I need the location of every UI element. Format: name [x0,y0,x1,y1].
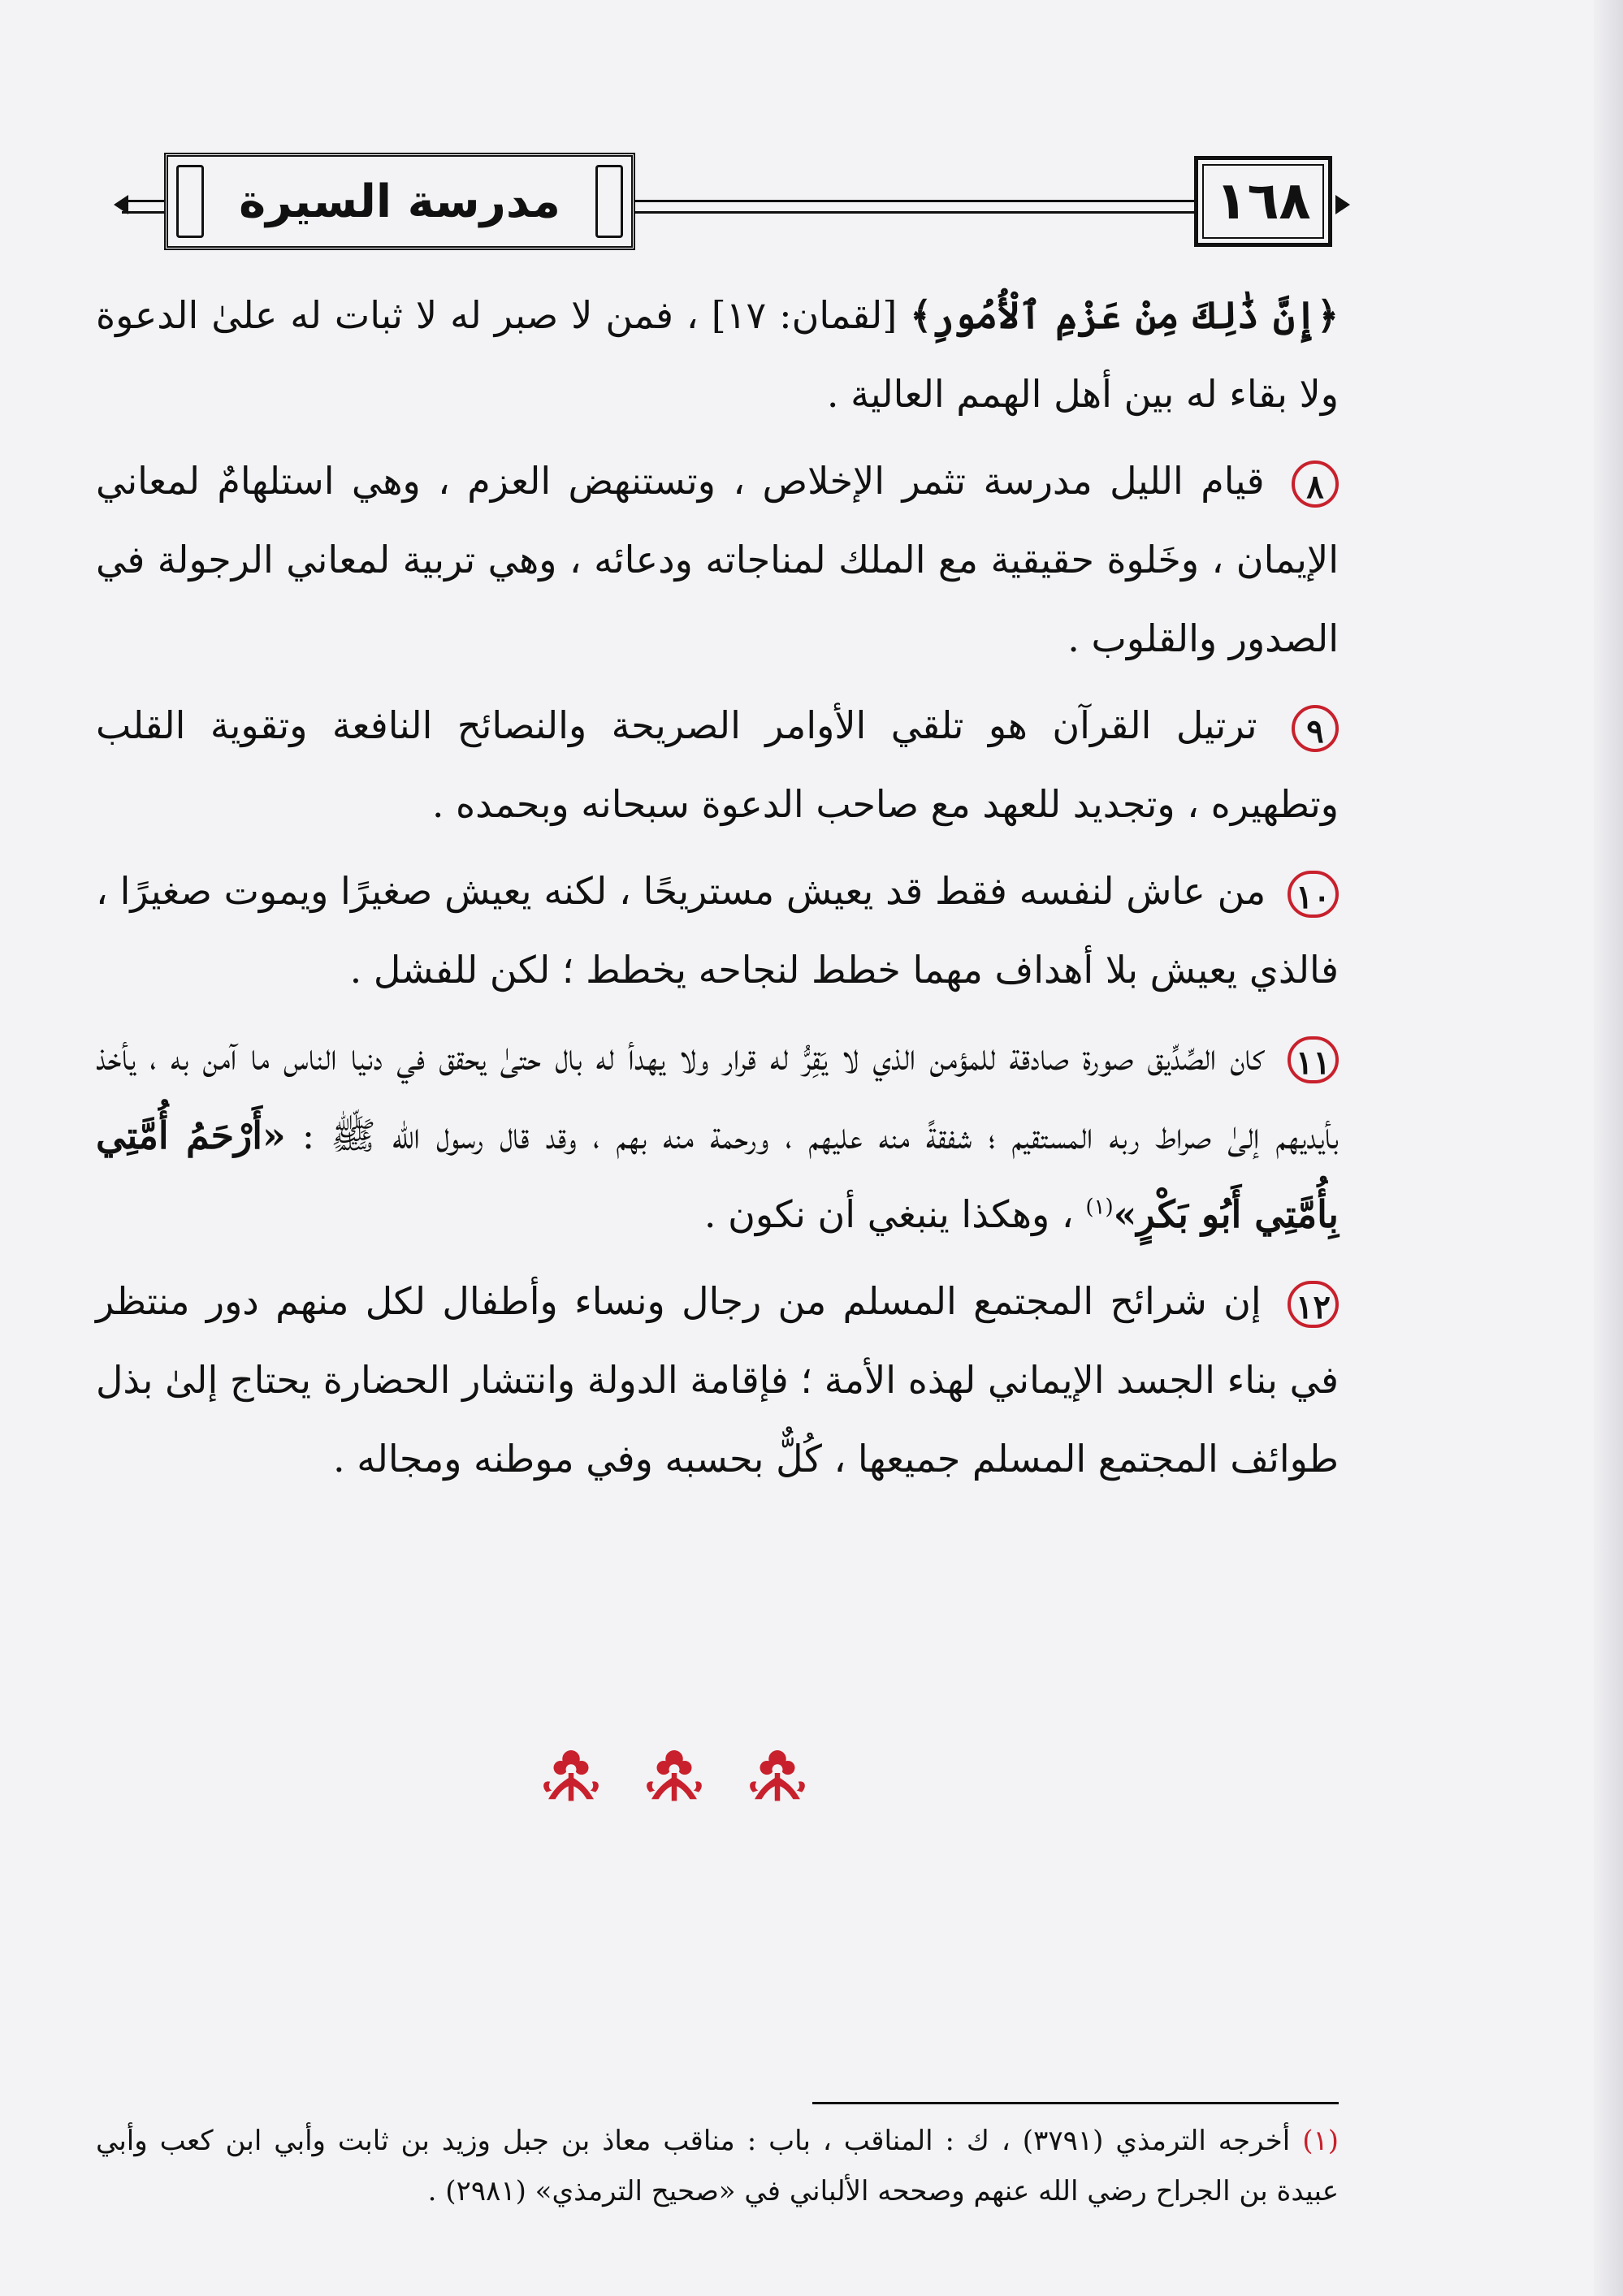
page-edge [1594,0,1623,2296]
paragraph-tail: ، وهكذا ينبغي أن نكون . [703,1192,1074,1236]
footnote-number: (١) [1302,2125,1339,2157]
header-arrow-right-icon [1335,195,1350,214]
floral-ornament-icon [639,1738,709,1808]
paragraph-9 [96,686,1339,844]
paragraph-text: إن شرائح المجتمع المسلم من رجال ونساء وأطفال لكل منهم دور منتظر في بناء الجسد الإيماني لهذه الأمة ؛ فإقامة الدولة وانتشار الحضارة يحتاج إلىٰ بذل طوائف المجتمع المسلم جميعها ، كُلٌّ بحسبه وفي موطنه ومجاله . [96,1279,1339,1481]
floral-ornament-icon [742,1738,812,1808]
quran-verse: ﴿إِنَّ ذَٰلِكَ مِنْ عَزْمِ ٱلْأُمُورِ﴾ [910,293,1340,337]
verse-reference: [لقمان: ١٧] [711,293,898,337]
header-arrow-left-icon [114,195,128,214]
paragraph-intro [96,276,1339,434]
item-number-badge: ١٠ [1288,871,1339,918]
item-number-badge: ١١ [1288,1036,1339,1083]
paragraph-text: قيام الليل مدرسة تثمر الإخلاص ، وتستنهض العزم ، وهي استلهامٌ لمعاني الإيمان ، وخَلوة حقيقية مع الملك لمناجاته ودعائه ، وهي تربية لمعاني الرجولة في الصدور والقلوب . [96,459,1339,660]
paragraph-text: ، فمن لا صبر له لا ثبات له علىٰ الدعوة ولا بقاء له بين أهل الهمم العالية . [96,293,1339,416]
item-number-badge: ٨ [1292,460,1339,508]
paragraph-text: كان الصِّدِّيق صورة صادقة للمؤمن الذي لا يَقِرُّ له قرار ولا يهدأ له بال حتىٰ يحقق في دنيا الناس ما آمن به ، يأخذ بأيديهم إلىٰ صراط ربه المستقيم ؛ شفقةً منه عليهم ، ورحمة منه بهم ، وقد قال رسول الله ﷺ : [96,1035,1339,1157]
running-title-frame [164,153,635,250]
paragraph-12 [96,1262,1339,1498]
item-number-badge: ٩ [1292,705,1339,752]
hadith-quote: «أَرْحَمُ أُمَّتِي بِأُمَّتِي أَبُو بَكْرٍ» [96,1113,1339,1236]
paragraph-11 [96,1018,1339,1254]
footnote-separator [812,2102,1339,2104]
paragraph-8 [96,442,1339,678]
section-ornament [536,1738,812,1819]
footnote-marker: (١) [1085,1195,1114,1220]
footnote-text: أخرجه الترمذي (٣٧٩١) ، ك : المناقب ، باب : مناقب معاذ بن جبل وزيد بن ثابت وأبي ابن كعب وأبي عبيدة بن الجراح رضي الله عنهم وصححه الألباني في «صحيح الترمذي» (٢٩٨١) . [96,2125,1339,2207]
paragraph-text: ترتيل القرآن هو تلقي الأوامر الصريحة والنصائح النافعة وتقوية القلب وتطهيره ، وتجديد للعهد مع صاحب الدعوة سبحانه وبحمده . [96,703,1339,826]
page-number-frame [1194,156,1332,247]
page-body [96,276,1339,1507]
running-title: مدرسة السيرة [239,175,560,228]
paragraph-text: من عاش لنفسه فقط قد يعيش مستريحًا ، لكنه يعيش صغيرًا ويموت صغيرًا ، فالذي يعيش بلا أهداف مهما خطط لنجاحه يخطط ؛ لكن للفشل . [96,869,1339,992]
paragraph-10 [96,852,1339,1010]
footnote [96,2116,1339,2216]
floral-ornament-icon [536,1738,606,1808]
page-header [122,153,1332,266]
page-number: ١٦٨ [1215,171,1311,231]
item-number-badge: ١٢ [1288,1281,1339,1328]
